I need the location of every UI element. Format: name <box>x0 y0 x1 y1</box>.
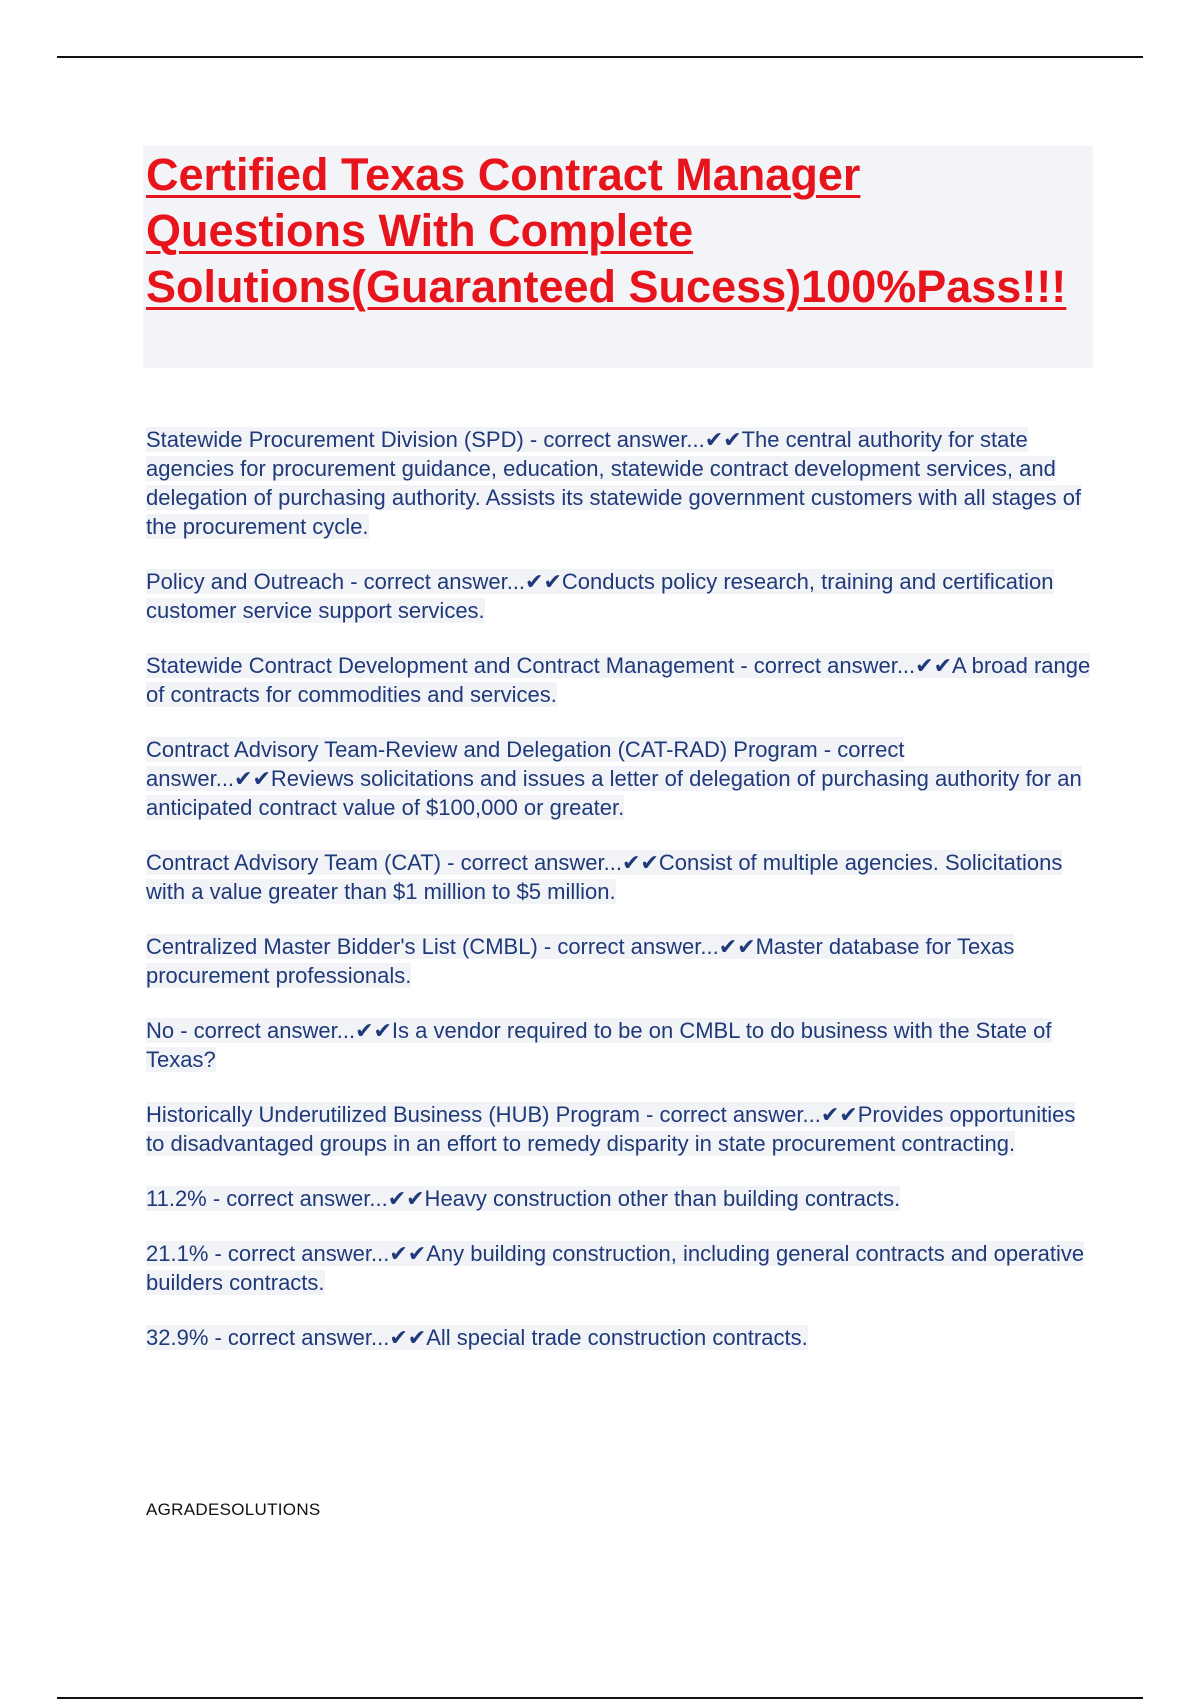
qa-entry: Contract Advisory Team (CAT) - correct answer...✔✔Consist of multiple agencies. Solicitations with a value greater than $1 million to $5 million. <box>146 850 1063 904</box>
qa-list <box>146 425 1096 1352</box>
qa-entry: Centralized Master Bidder's List (CMBL) - correct answer...✔✔Master database for Texas procurement professionals. <box>146 934 1015 988</box>
qa-entry: 11.2% - correct answer...✔✔Heavy construction other than building contracts. <box>146 1186 901 1211</box>
qa-entry: Statewide Contract Development and Contract Management - correct answer...✔✔A broad range of contracts for commodities and services. <box>146 653 1091 707</box>
qa-entry: Contract Advisory Team-Review and Delegation (CAT-RAD) Program - correct answer...✔✔Reviews solicitations and issues a letter of delegation of purchasing authority for an anticipated contract value of $100,000 or greater. <box>146 737 1082 820</box>
qa-entry: No - correct answer...✔✔Is a vendor required to be on CMBL to do business with the State of Texas? <box>146 1018 1052 1072</box>
footer-brand: AGRADESOLUTIONS <box>146 1500 321 1519</box>
document-title: Certified Texas Contract Manager Questions With Complete Solutions(Guaranteed Sucess)100%Pass!!! <box>146 149 1067 312</box>
bottom-rule <box>57 1697 1143 1699</box>
qa-entry: 32.9% - correct answer...✔✔All special trade construction contracts. <box>146 1325 808 1350</box>
qa-entry: 21.1% - correct answer...✔✔Any building construction, including general contracts and operative builders contracts. <box>146 1241 1085 1295</box>
qa-entry: Policy and Outreach - correct answer...✔✔Conducts policy research, training and certification customer service support services. <box>146 569 1054 623</box>
qa-entry: Historically Underutilized Business (HUB) Program - correct answer...✔✔Provides opportunities to disadvantaged groups in an effort to remedy disparity in state procurement contracting. <box>146 1102 1076 1156</box>
top-rule <box>57 56 1143 58</box>
qa-entry: Statewide Procurement Division (SPD) - correct answer...✔✔The central authority for state agencies for procurement guidance, education, statewide contract development services, and delegation of purchasing authority. Assists its statewide government customers with all stages of the procurement cycle. <box>146 427 1082 539</box>
